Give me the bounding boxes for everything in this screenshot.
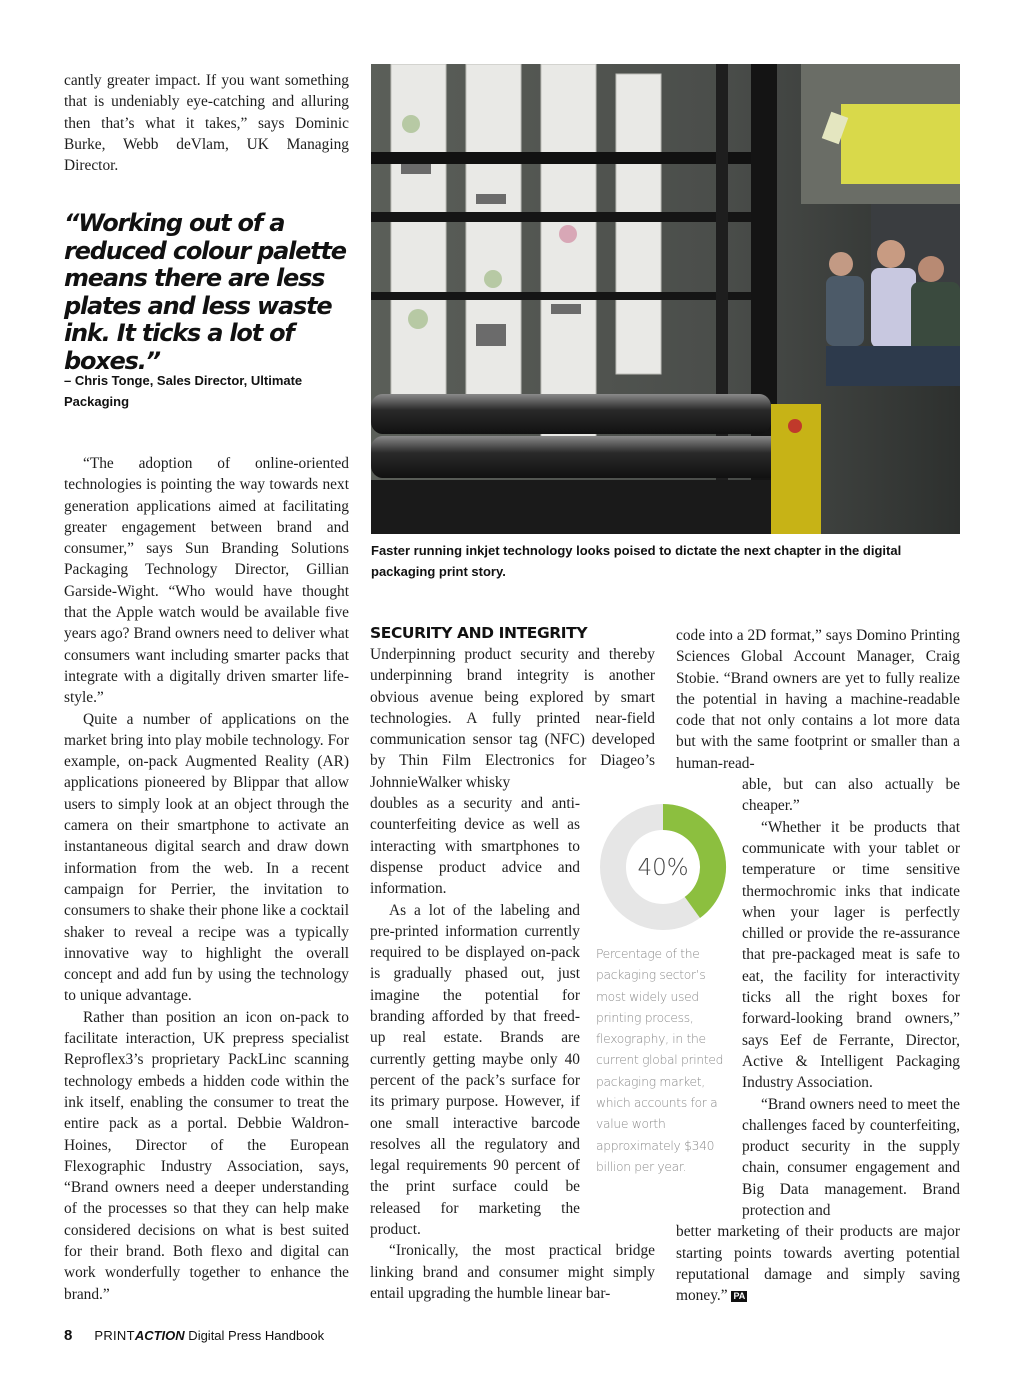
publication-name: Digital Press Handbook [184, 1328, 325, 1343]
right-column-narrow [676, 774, 960, 1221]
body-paragraph: As a lot of the labeling and pre-printed information currently required to be displayed on-pack is gradually phased out, just imagine the potential for branding afforded by that freed-up real estate. Brands are currently getting maybe only 40 percent of the pack’s surface for its primary purpose. However, if one small interactive barcode resolves all the regulatory and legal requirements 90 percent of the print surface could be released for marketing the product. [370, 901, 580, 1239]
section-heading: SECURITY AND INTEGRITY [370, 624, 588, 642]
body-paragraph: “Whether it be products that communicate with your tablet or temperature or time sensitive thermochromic inks that indicate when your lager is perfectly chilled or provide the re-assurance that pre-packaged meat is safe to eat, the facility for interactivity ticks all the right boxes for forward-looking brand owners,” says Eef de Ferrante, Director, Active & Intelligent Packaging Industry Association. [742, 818, 960, 1092]
press-photo [371, 64, 960, 534]
left-column-body [64, 453, 349, 1305]
body-paragraph: “The adoption of online-oriented technologies is pointing the way towards next generation applications aimed at facilitating greater engagement between brand and consumer,” says Sun Branding Solutions Packaging Technology Director, Gillian Garside-Wight. “Who would have thought that the Apple watch would be available five years ago? Brand owners need to deliver what consumers want including smarter packs that integrate with a digitally driven smarter life-style.” [64, 455, 349, 707]
body-paragraph: “Ironically, the most practical bridge linking brand and consumer might simply entail upgrading the humble linear bar- [370, 1242, 655, 1302]
donut-value-label: 40% [637, 855, 689, 881]
intro-paragraph: cantly greater impact. If you want something that is undeniably eye-catching and alluring then that’s what it takes,” says Dominic Burke, Webb deVlam, UK Managing Director. [64, 72, 349, 175]
body-paragraph: doubles as a security and anti-counterfeiting device as well as interacting with smartphones to dispense product advice and information. [370, 795, 580, 898]
photo-caption: Faster running inkjet technology looks poised to dictate the next chapter in the digital packaging print story. [371, 543, 902, 579]
right-column [676, 625, 960, 1307]
press-photo-illustration [371, 64, 960, 534]
body-paragraph: code into a 2D format,” says Domino Printing Sciences Global Account Manager, Craig Stobie. “Brand owners are yet to fully realize the potential in having a machine-readable code that not only contains a lot more data but with the same footprint or smaller than a human-read- [676, 627, 960, 772]
body-paragraph: able, but can also actually be cheaper.” [742, 776, 960, 815]
brand-action: ACTION [134, 1328, 185, 1343]
closing-text: better marketing of their products are major starting points towards averting potential reputational damage and simply saving money.” [676, 1223, 960, 1305]
page-footer [64, 1327, 324, 1344]
page-number: 8 [64, 1327, 73, 1344]
pull-quote: “Working out of a reduced colour palette means there are less plates and less waste ink. It ticks a lot of boxes.” [64, 209, 346, 375]
body-paragraph: Rather than position an icon on-pack to facilitate interaction, UK prepress specialist Reproflex3’s proprietary PackLinc scanning technology embeds a hidden code within the ink itself, enabling the consumer to treat the entire pack as a portal. Debbie Waldron-Hoines, Director of the European Flexographic Industry Association, says, “Brand owners need a deeper understanding of the processes so that they can help make considered decisions on what is best suited for their brand. Both flexo and digital can work wonderfully together to enhance the brand.” [64, 1008, 349, 1303]
body-paragraph: Quite a number of applications on the market bring into play mobile technology. For example, on-pack Augmented Reality (AR) applications pioneered by Blippar that allow users to simply look at an object through the camera on their smartphone to activate an instantaneous digital search and draw down information from the web. In a recent campaign for Perrier, the invitation to consumers to shake their phone like a cocktail shaker to reveal a recipe was a typically innovative way to highlight the overall concept and add fun by using the technology to unique advantage. [64, 710, 349, 1005]
body-paragraph [676, 1221, 960, 1306]
left-column-intro [64, 70, 349, 176]
body-paragraph: Underpinning product security and thereby underpinning brand integrity is another obvious avenue being explored by smart technologies. A fully printed near-field communication sensor tag (NFC) developed by Thin Film Electronics for Diageo’s JohnnieWalker whisky [370, 646, 655, 791]
body-paragraph: “Brand owners need to meet the challenges faced by counterfeiting, product security in the supply chain, consumer engagement and Big Data management. Brand protection and [742, 1095, 960, 1220]
end-mark: PA [733, 1291, 746, 1302]
brand-print: PRINT [94, 1328, 135, 1343]
stat-caption: Percentage of the packaging sector’s most widely used printing process, flexography, in the current global printed packaging market, which accounts for a value worth approximately $340 billion per year. [596, 947, 724, 1174]
pull-quote-attribution: – Chris Tonge, Sales Director, Ultimate Packaging [64, 373, 303, 409]
